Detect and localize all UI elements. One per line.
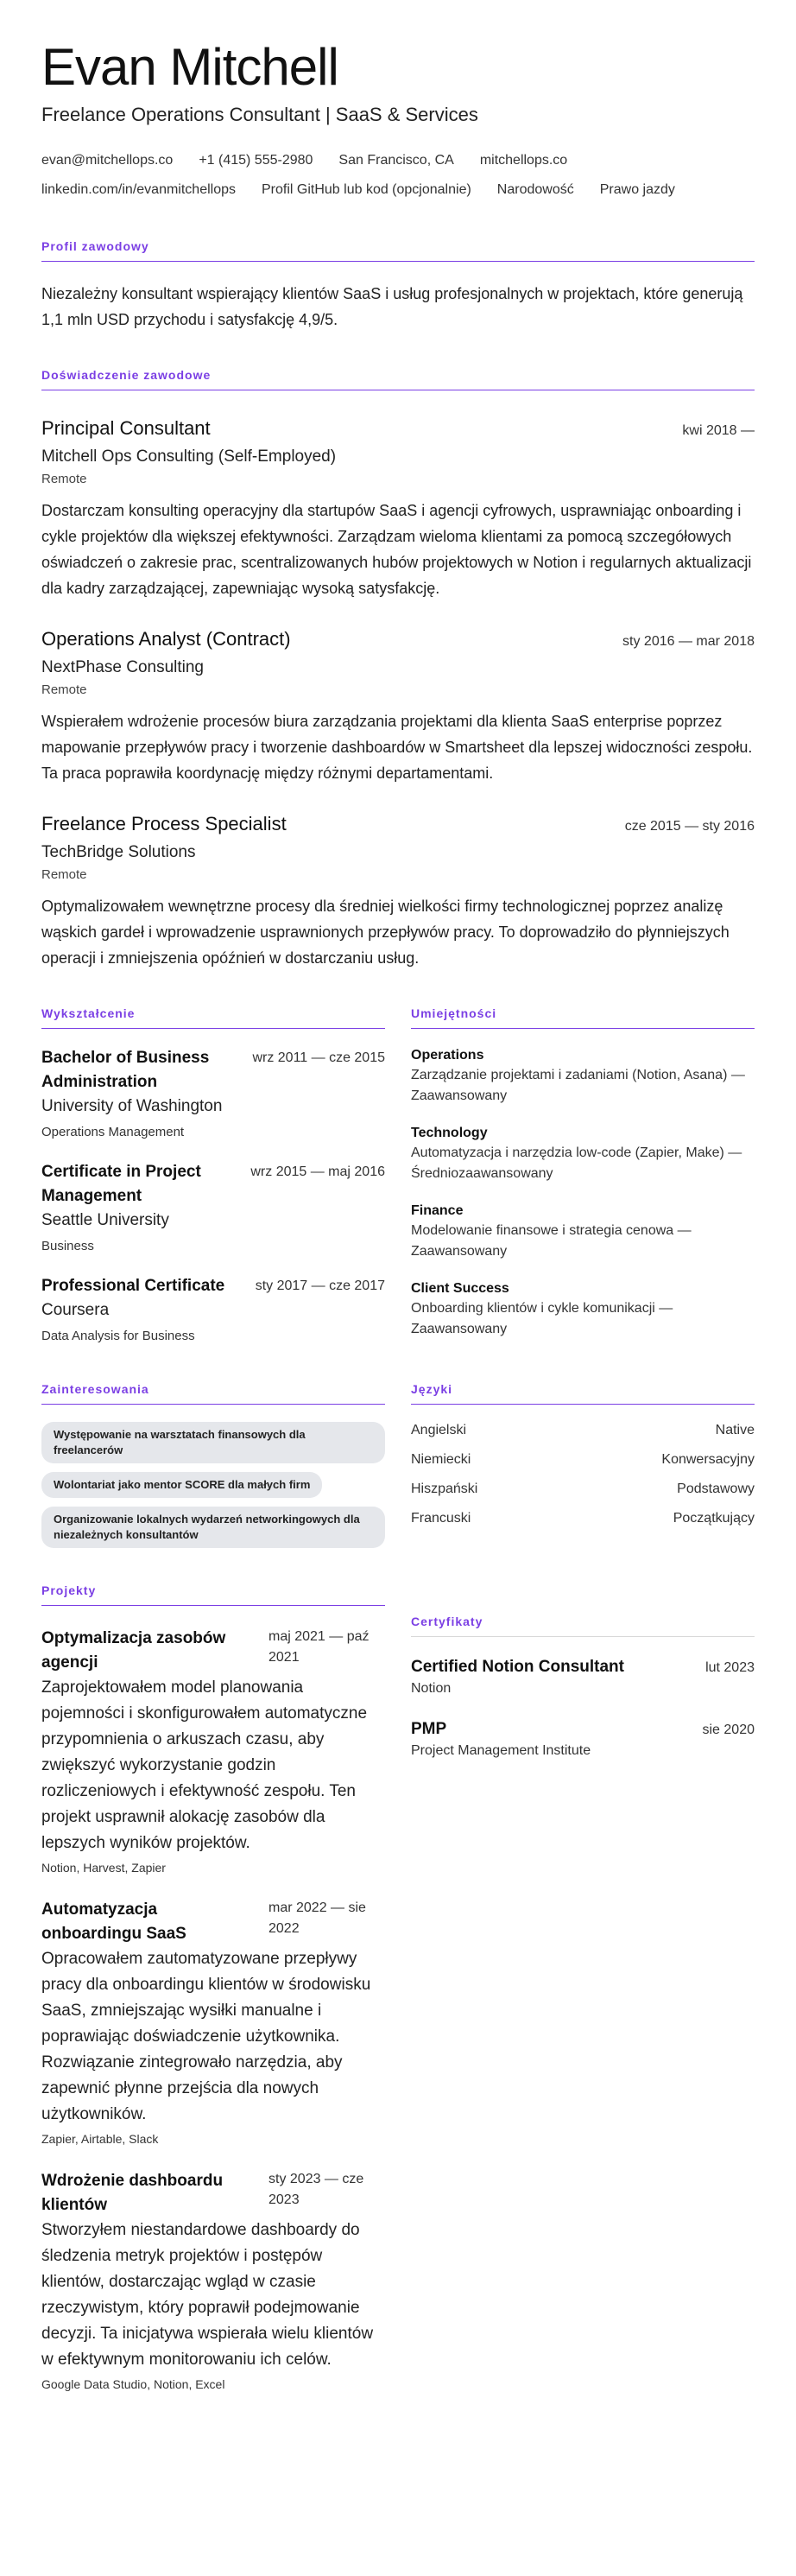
interests-languages-row bbox=[41, 1381, 755, 1557]
contact-nationality: Narodowość bbox=[496, 182, 574, 197]
education-entry bbox=[41, 1046, 385, 1143]
project-tech: Google Data Studio, Notion, Excel bbox=[41, 2377, 225, 2391]
skill-entry bbox=[411, 1279, 755, 1340]
project-date: maj 2021 — paź 2021 bbox=[268, 1629, 370, 1665]
certificate-date: sie 2020 bbox=[702, 1723, 755, 1737]
education-entry bbox=[41, 1160, 385, 1257]
education-field: Business bbox=[41, 1239, 94, 1253]
language-level: Konwersacyjny bbox=[661, 1452, 755, 1467]
interests-section bbox=[41, 1381, 385, 1557]
education-date: wrz 2011 — cze 2015 bbox=[252, 1050, 385, 1065]
contact-driving-license: Prawo jazdy bbox=[599, 182, 675, 197]
certificate-entry bbox=[411, 1656, 755, 1699]
language-level: Początkujący bbox=[673, 1511, 755, 1526]
certificate-title: Certified Notion Consultant bbox=[411, 1658, 624, 1676]
job-entry bbox=[41, 416, 755, 601]
certificate-entry bbox=[411, 1718, 755, 1761]
job-description: Wspierałem wdrożenie procesów biura zarządzania projektami dla klienta SaaS enterprise poprzez mapowanie przepływów pracy i tworzenie dashboardów w Smartsheet dla lepszej widoczności zespołu. Ta praca poprawiła koordynację między różnymi departamentami. bbox=[41, 713, 753, 782]
language-level: Native bbox=[715, 1423, 755, 1437]
skill-entry bbox=[411, 1046, 755, 1107]
language-row bbox=[411, 1481, 755, 1498]
interests-list bbox=[41, 1422, 385, 1548]
skill-description: Zarządzanie projektami i zadaniami (Notion, Asana) — Zaawansowany bbox=[411, 1068, 745, 1103]
education-school: Seattle University bbox=[41, 1211, 169, 1229]
job-title: Operations Analyst (Contract) bbox=[41, 628, 291, 650]
contact-email: evan@mitchellops.co bbox=[41, 153, 174, 168]
skill-description: Onboarding klientów i cykle komunikacji — Zaawansowany bbox=[411, 1301, 673, 1336]
job-title: Principal Consultant bbox=[41, 417, 211, 439]
language-row bbox=[411, 1451, 755, 1469]
certificates-section bbox=[411, 1583, 755, 2394]
project-tech: Zapier, Airtable, Slack bbox=[41, 2132, 159, 2146]
education-skills-row bbox=[41, 1006, 755, 1347]
education-date: sty 2017 — cze 2017 bbox=[255, 1278, 385, 1293]
project-description: Opracowałem zautomatyzowane przepływy pracy dla onboardingu klientów w środowisku SaaS, zmniejszając wysiłki manualne i poprawiając doświadczenie użytkownika. Rozwiązanie zintegrowało narzędzia, aby zapewnić płynne przejścia dla nowych użytkowników. bbox=[41, 1950, 371, 2123]
skill-description: Automatyzacja i narzędzia low-code (Zapier, Make) — Średniozaawansowany bbox=[411, 1145, 742, 1181]
education-field: Operations Management bbox=[41, 1125, 185, 1139]
job-location: Remote bbox=[41, 867, 87, 882]
project-entry bbox=[41, 1627, 385, 1877]
skill-name: Client Success bbox=[411, 1281, 509, 1296]
education-school: Coursera bbox=[41, 1301, 110, 1319]
language-row bbox=[411, 1510, 755, 1527]
section-title-certificates: Certyfikaty bbox=[411, 1614, 755, 1637]
contact-website: mitchellops.co bbox=[479, 153, 568, 168]
skill-entry bbox=[411, 1124, 755, 1184]
skill-name: Operations bbox=[411, 1048, 484, 1063]
languages-section bbox=[411, 1381, 755, 1557]
section-title-experience: Doświadczenie zawodowe bbox=[41, 367, 755, 390]
section-title-interests: Zainteresowania bbox=[41, 1381, 385, 1405]
job-company: Mitchell Ops Consulting (Self-Employed) bbox=[41, 447, 337, 466]
project-date: mar 2022 — sie 2022 bbox=[268, 1900, 366, 1936]
section-title-projects: Projekty bbox=[41, 1583, 385, 1606]
contact-linkedin: linkedin.com/in/evanmitchellops bbox=[41, 182, 236, 197]
project-title: Optymalizacja zasobów agencji bbox=[41, 1629, 226, 1672]
resume-header bbox=[41, 38, 755, 199]
project-date: sty 2023 — cze 2023 bbox=[268, 2172, 364, 2207]
candidate-headline: Freelance Operations Consultant | SaaS & Services bbox=[41, 104, 478, 125]
project-title: Automatyzacja onboardingu SaaS bbox=[41, 1900, 186, 1943]
education-section bbox=[41, 1006, 385, 1347]
profile-section bbox=[41, 238, 755, 333]
certificate-issuer: Project Management Institute bbox=[411, 1743, 591, 1758]
contact-location: San Francisco, CA bbox=[338, 153, 454, 168]
section-title-languages: Języki bbox=[411, 1381, 755, 1405]
contact-info bbox=[41, 152, 755, 169]
contact-phone: +1 (415) 555-2980 bbox=[199, 153, 313, 168]
certificate-issuer: Notion bbox=[411, 1681, 452, 1696]
projects-certificates-row bbox=[41, 1583, 755, 2394]
project-description: Stworzyłem niestandardowe dashboardy do śledzenia metryk projektów i postępów klientów, dostarczając wgląd w czasie rzeczywistym, który poprawił podejmowanie decyzji. Ta inicjatywa wspierała wielu klientów w efektywnym monitorowaniu ich celów. bbox=[41, 2221, 374, 2369]
language-name: Niemiecki bbox=[411, 1452, 471, 1467]
job-company: TechBridge Solutions bbox=[41, 843, 196, 861]
candidate-name: Evan Mitchell bbox=[41, 38, 338, 96]
education-school: University of Washington bbox=[41, 1097, 223, 1115]
section-title-skills: Umiejętności bbox=[411, 1006, 755, 1029]
skills-section bbox=[411, 1006, 755, 1347]
language-name: Francuski bbox=[411, 1511, 471, 1526]
skill-description: Modelowanie finansowe i strategia cenowa — Zaawansowany bbox=[411, 1223, 692, 1259]
languages-list bbox=[411, 1422, 755, 1527]
education-degree: Professional Certificate bbox=[41, 1277, 225, 1295]
project-description: Zaprojektowałem model planowania pojemności i skonfigurowałem automatyczne przypomnienia o arkuszach czasu, aby zwiększyć wykorzystanie godzin rozliczeniowych i efektywność zespołu. Ten projekt usprawnił alokację zasobów dla lepszych wyników projektów. bbox=[41, 1678, 368, 1852]
interest-tag: Wolontariat jako mentor SCORE dla małych firm bbox=[41, 1472, 322, 1498]
education-date: wrz 2015 — maj 2016 bbox=[250, 1164, 385, 1179]
certificate-date: lut 2023 bbox=[705, 1660, 755, 1675]
section-title-education: Wykształcenie bbox=[41, 1006, 385, 1029]
contact-github: Profil GitHub lub kod (opcjonalnie) bbox=[262, 182, 471, 197]
education-entry bbox=[41, 1274, 385, 1347]
education-degree: Certificate in Project Management bbox=[41, 1163, 201, 1205]
project-entry bbox=[41, 1898, 385, 2148]
language-name: Hiszpański bbox=[411, 1482, 478, 1496]
project-title: Wdrożenie dashboardu klientów bbox=[41, 2172, 224, 2214]
job-location: Remote bbox=[41, 472, 87, 486]
job-entry bbox=[41, 627, 755, 786]
skill-name: Technology bbox=[411, 1126, 488, 1140]
language-name: Angielski bbox=[411, 1423, 467, 1437]
job-title: Freelance Process Specialist bbox=[41, 813, 287, 834]
interest-tag: Organizowanie lokalnych wydarzeń networkingowych dla niezależnych konsultantów bbox=[41, 1507, 385, 1548]
skill-entry bbox=[411, 1202, 755, 1262]
skill-name: Finance bbox=[411, 1203, 464, 1218]
certificate-title: PMP bbox=[411, 1720, 447, 1738]
job-entry bbox=[41, 812, 755, 971]
projects-section bbox=[41, 1583, 385, 2394]
job-date: cze 2015 — sty 2016 bbox=[624, 819, 755, 834]
education-degree: Bachelor of Business Administration bbox=[41, 1049, 210, 1091]
project-entry bbox=[41, 2169, 385, 2394]
language-row bbox=[411, 1422, 755, 1439]
experience-section bbox=[41, 367, 755, 971]
project-tech: Notion, Harvest, Zapier bbox=[41, 1861, 166, 1875]
job-description: Optymalizowałem wewnętrzne procesy dla średniej wielkości firmy technologicznej poprzez analizę wąskich gardeł i wprowadzenie usprawnionych przepływów pracy. To doprowadziło do płynniejszych operacji i zmniejszenia opóźnień w dostarczaniu usług. bbox=[41, 898, 730, 967]
education-field: Data Analysis for Business bbox=[41, 1329, 195, 1343]
profile-summary: Niezależny konsultant wspierający klientów SaaS i usług profesjonalnych w projektach, które generują 1,1 mln USD przychodu i satysfakcję 4,9/5. bbox=[41, 285, 743, 328]
job-date: kwi 2018 — bbox=[682, 423, 755, 438]
job-location: Remote bbox=[41, 682, 87, 697]
section-title-profile: Profil zawodowy bbox=[41, 238, 755, 262]
contact-info-secondary bbox=[41, 181, 755, 199]
job-company: NextPhase Consulting bbox=[41, 658, 204, 676]
language-level: Podstawowy bbox=[677, 1482, 755, 1496]
interest-tag: Występowanie na warsztatach finansowych dla freelancerów bbox=[41, 1422, 385, 1463]
job-description: Dostarczam konsulting operacyjny dla startupów SaaS i agencji cyfrowych, usprawniając onboarding i cykle projektów dla większej efektywności. Zarządzam wieloma klientami za pomocą szczegółowych oświadczeń o zakresie prac, scentralizowanych hubów projektowych w Notion i regularnych aktualizacji dla kadry zarządzającej, zapewniając wysoką satysfakcję. bbox=[41, 502, 752, 597]
job-date: sty 2016 — mar 2018 bbox=[622, 634, 755, 649]
